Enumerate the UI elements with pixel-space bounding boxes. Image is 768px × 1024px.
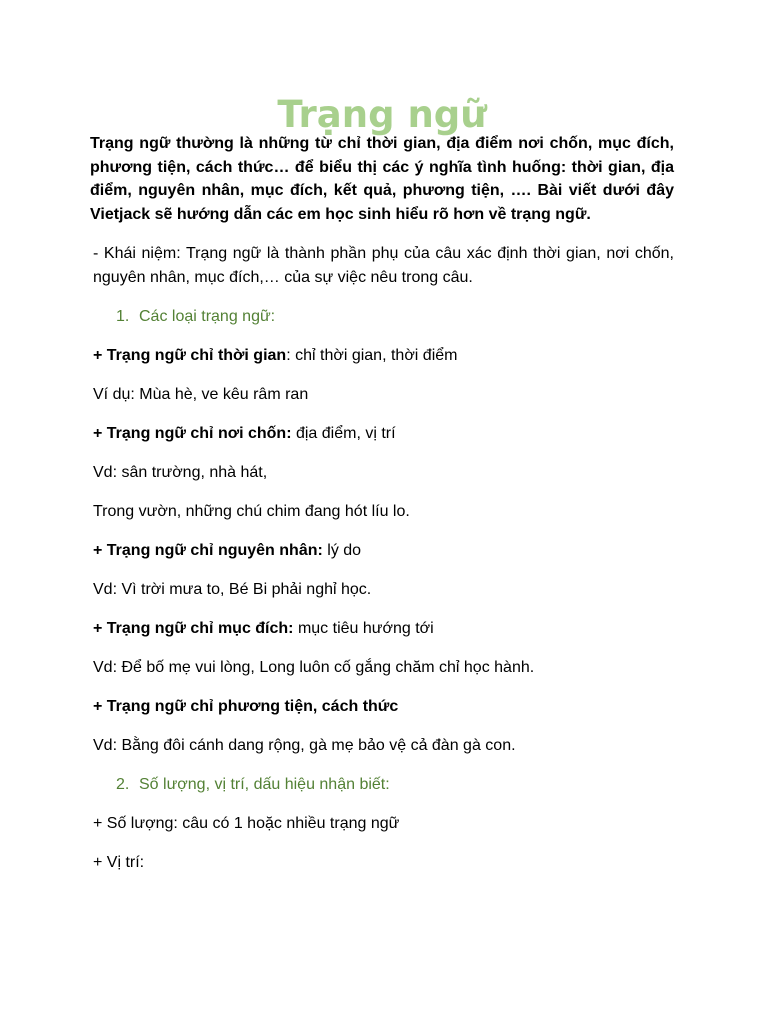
section-label: Các loại trạng ngữ:: [139, 308, 276, 325]
section-number: 1.: [116, 308, 130, 325]
section-heading-types: [90, 305, 674, 329]
section-number: 2.: [116, 776, 130, 793]
type-purpose: [90, 617, 674, 641]
example-place-2: Trong vườn, những chú chim đang hót líu lo.: [93, 503, 410, 520]
example-means: Vd: Bằng đôi cánh dang rộng, gà mẹ bảo vệ cả đàn gà con.: [93, 737, 516, 754]
type-label: + Trạng ngữ chỉ phương tiện, cách thức: [93, 698, 399, 715]
type-description: địa điểm, vị trí: [291, 425, 396, 442]
type-label: + Trạng ngữ chỉ nguyên nhân:: [93, 542, 323, 559]
document-title: Trạng ngữ: [277, 93, 487, 136]
example-purpose: Vd: Để bố mẹ vui lòng, Long luôn cố gắng chăm chỉ học hành.: [93, 659, 535, 676]
example-place-1: Vd: sân trường, nhà hát,: [93, 464, 268, 481]
type-place: [90, 422, 674, 446]
type-label: + Trạng ngữ chỉ nơi chốn:: [93, 425, 292, 442]
concept-paragraph: - Khái niệm: Trạng ngữ là thành phần phụ của câu xác định thời gian, nơi chốn, nguyên nhân, mục đích,… của sự việc nêu trong câu.: [93, 245, 674, 286]
position-line: + Vị trí:: [93, 854, 145, 871]
type-label: + Trạng ngữ chỉ thời gian: [93, 347, 287, 364]
section-heading-quantity: [90, 773, 674, 797]
type-time: [90, 344, 674, 368]
quantity-line: + Số lượng: câu có 1 hoặc nhiều trạng ngữ: [93, 815, 400, 832]
section-label: Số lượng, vị trí, dấu hiệu nhận biết:: [139, 776, 390, 793]
type-description: lý do: [322, 542, 362, 559]
type-means: [90, 695, 674, 719]
example-time: Ví dụ: Mùa hè, ve kêu râm ran: [93, 386, 309, 403]
type-description: : chỉ thời gian, thời điểm: [286, 347, 458, 364]
type-cause: [90, 539, 674, 563]
intro-paragraph: Trạng ngữ thường là những từ chỉ thời gian, địa điểm nơi chốn, mục đích, phương tiện, cách thức… để biểu thị các ý nghĩa tình huống: thời gian, địa điểm, nguyên nhân, mục đích, kết quả, phương tiện, …. Bài viết dưới đây Vietjack sẽ hướng dẫn các em học sinh hiểu rõ hơn về trạng ngữ.: [90, 135, 674, 223]
type-label: + Trạng ngữ chỉ mục đích:: [93, 620, 294, 637]
example-cause: Vd: Vì trời mưa to, Bé Bi phải nghỉ học.: [93, 581, 372, 598]
type-description: mục tiêu hướng tới: [293, 620, 434, 637]
